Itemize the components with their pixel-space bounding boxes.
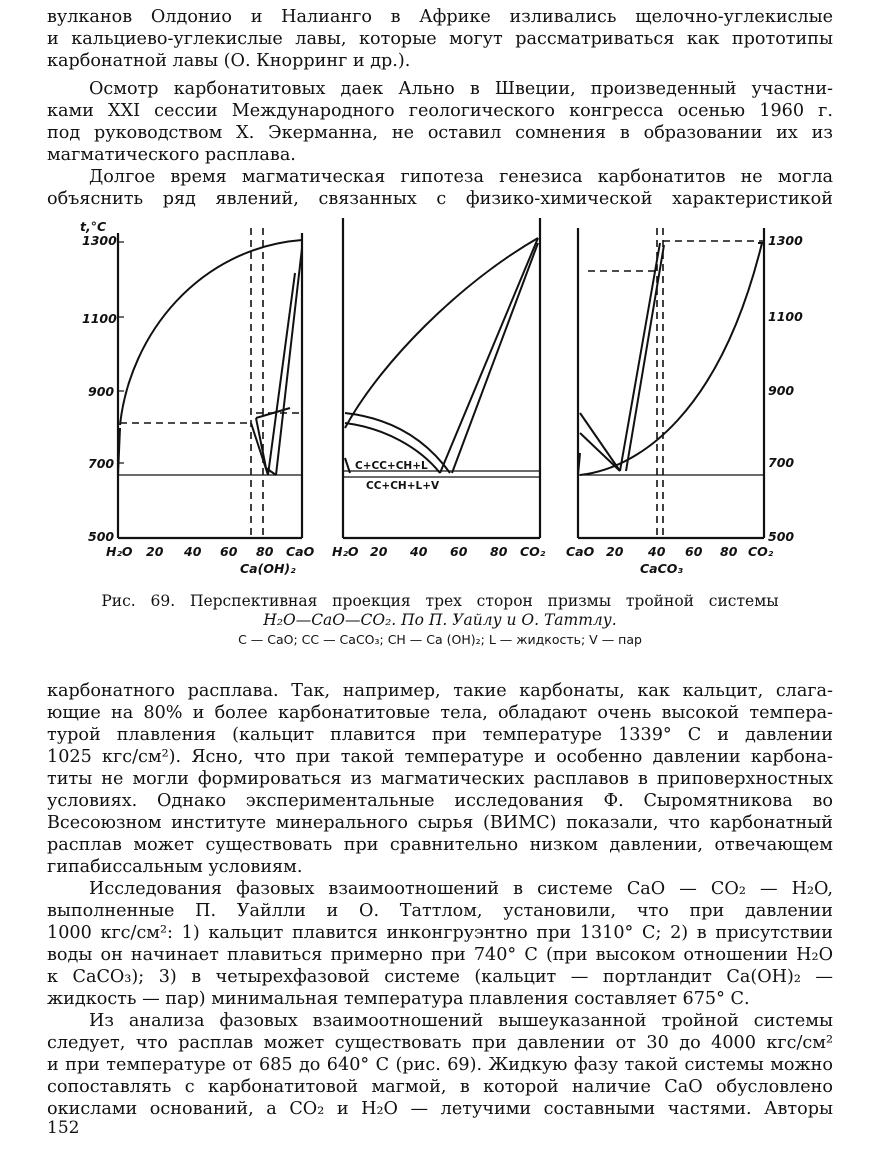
text-line: следует, что расплав может существовать при давлении от 30 до 4000 кгс/см² bbox=[47, 1033, 833, 1053]
x-tick-label: 20 bbox=[146, 544, 164, 559]
x-tick-label: 40 bbox=[184, 544, 202, 559]
x-tick-label: 80 bbox=[720, 544, 738, 559]
y-tick-label-right: 500 bbox=[768, 529, 795, 544]
text-line: к CaCO₃); 3) в четырехфазовой системе (кальцит — портландит Ca(OH)₂ — bbox=[47, 967, 833, 987]
text-line: окислами оснований, а CO₂ и H₂O — летучими составными частями. Авторы bbox=[47, 1099, 833, 1119]
figure-caption bbox=[47, 592, 833, 649]
text-line: ками XXI сессии Международного геологического конгресса осенью 1960 г. bbox=[47, 101, 833, 121]
text-line: расплав может существовать при сравнительно низком давлении, отвечающем bbox=[47, 835, 833, 855]
x-tick-label: 80 bbox=[256, 544, 274, 559]
paragraph-6 bbox=[47, 1010, 833, 1120]
x-tick-label: 80 bbox=[490, 544, 508, 559]
field-label-upper: C+CC+CH+L bbox=[355, 460, 428, 472]
x-tick-label: H₂O bbox=[106, 544, 133, 559]
text-line: Из анализа фазовых взаимоотношений вышеуказанной тройной системы bbox=[89, 1011, 833, 1031]
text-line: сопоставлять с карбонатитовой магмой, в которой наличие CaO обусловлено bbox=[47, 1077, 833, 1097]
paragraph-2 bbox=[47, 78, 833, 166]
x-tick-label: H₂O bbox=[332, 544, 359, 559]
y-tick-label-right: 1100 bbox=[768, 309, 803, 324]
y-tick-label: 500 bbox=[88, 529, 115, 544]
text-line: под руководством Х. Экерманна, не оставил сомнения в образовании их из bbox=[47, 123, 833, 143]
y-tick-label: 1100 bbox=[82, 311, 117, 326]
x-tick-label: CaO bbox=[566, 544, 595, 559]
text-line: 1025 кгс/см²). Ясно, что при такой температуре и особенно давлении карбона- bbox=[47, 747, 833, 767]
y-tick-label-right: 700 bbox=[768, 455, 795, 470]
x-tick-label: 60 bbox=[450, 544, 468, 559]
text-line: карбонатного расплава. Так, например, такие карбонаты, как кальцит, слага- bbox=[47, 681, 833, 701]
text-line: воды он начинает плавиться примерно при 740° С (при высоком отношении H₂O bbox=[47, 945, 833, 965]
panel-h2o-co2 bbox=[343, 218, 540, 538]
text-line: объяснить ряд явлений, связанных с физико-химической характеристикой bbox=[47, 189, 833, 209]
x-tick-label: 40 bbox=[648, 544, 666, 559]
text-line: титы не могли формироваться из магматических расплавов в приповерхностных bbox=[47, 769, 833, 789]
phase-diagram-figure bbox=[80, 213, 840, 583]
page-number: 152 bbox=[47, 1118, 80, 1138]
text-line: жидкость — пар) минимальная температура плавления составляет 675° С. bbox=[47, 989, 750, 1009]
text-line: Исследования фазовых взаимоотношений в системе CaO — CO₂ — H₂O, bbox=[89, 879, 833, 899]
text-line: Всесоюзном институте минерального сырья (ВИМС) показали, что карбонатный bbox=[47, 813, 833, 833]
text-line: и при температуре от 685 до 640° С (рис. 69). Жидкую фазу такой системы можно bbox=[47, 1055, 833, 1075]
y-tick-label-right: 900 bbox=[768, 383, 795, 398]
paragraph-1 bbox=[47, 6, 833, 72]
y-tick-label-right: 1300 bbox=[768, 233, 803, 248]
x-sublabel: CaCO₃ bbox=[640, 561, 683, 576]
text-line: выполненные П. Уайлли и О. Таттлом, установили, что при давлении bbox=[47, 901, 833, 921]
y-tick-label: 700 bbox=[88, 456, 115, 471]
panel-h2o-cao bbox=[118, 228, 302, 538]
text-line: вулканов Олдонио и Налианго в Африке изливались щелочно-углекислые bbox=[47, 7, 833, 27]
text-line: 1000 кгс/см²: 1) кальцит плавится инконгруэнтно при 1310° С; 2) в присутствии bbox=[47, 923, 833, 943]
text-line: и кальциево-углекислые лавы, которые могут рассматриваться как прототипы bbox=[47, 29, 833, 49]
x-tick-label: 40 bbox=[410, 544, 428, 559]
text-line: условиях. Однако экспериментальные исследования Ф. Сыромятникова во bbox=[47, 791, 833, 811]
x-tick-label: 20 bbox=[606, 544, 624, 559]
x-tick-label: 60 bbox=[220, 544, 238, 559]
text-line: ющие на 80% и более карбонатитовые тела, обладают очень высокой темпера- bbox=[47, 703, 833, 723]
text-line: Осмотр карбонатитовых даек Ально в Швеции, произведенный участни- bbox=[89, 79, 833, 99]
panel-cao-co2 bbox=[578, 228, 764, 538]
text-line: гипабиссальным условиям. bbox=[47, 857, 303, 877]
x-tick-label: CO₂ bbox=[520, 544, 546, 559]
x-tick-label: CO₂ bbox=[748, 544, 774, 559]
y-tick-label: 1300 bbox=[82, 233, 117, 248]
y-axis-unit-label: t,°C bbox=[80, 219, 107, 234]
x-tick-label: 20 bbox=[370, 544, 388, 559]
paragraph-4 bbox=[47, 680, 833, 878]
caption-legend: C — CaO; CC — CaCO₃; CH — Ca (OH)₂; L — жидкость; V — пар bbox=[238, 632, 642, 647]
field-label-lower: CC+CH+L+V bbox=[366, 480, 440, 492]
text-line: Долгое время магматическая гипотеза генезиса карбонатитов не могла bbox=[89, 167, 833, 187]
paragraph-5 bbox=[47, 878, 833, 1010]
paragraph-3 bbox=[47, 166, 833, 210]
caption-line: H₂O—CaO—CO₂. По П. Уайлу и О. Таттлу. bbox=[263, 611, 617, 629]
caption-line: Рис. 69. Перспективная проекция трех сторон призмы тройной системы bbox=[101, 592, 779, 610]
x-sublabel: Ca(OH)₂ bbox=[240, 561, 296, 576]
x-tick-label: CaO bbox=[286, 544, 315, 559]
text-line: карбонатной лавы (О. Кнорринг и др.). bbox=[47, 51, 411, 71]
text-line: турой плавления (кальцит плавится при температуре 1339° С и давлении bbox=[47, 725, 833, 745]
y-tick-label: 900 bbox=[88, 384, 115, 399]
x-tick-label: 60 bbox=[685, 544, 703, 559]
text-line: магматического расплава. bbox=[47, 145, 296, 165]
